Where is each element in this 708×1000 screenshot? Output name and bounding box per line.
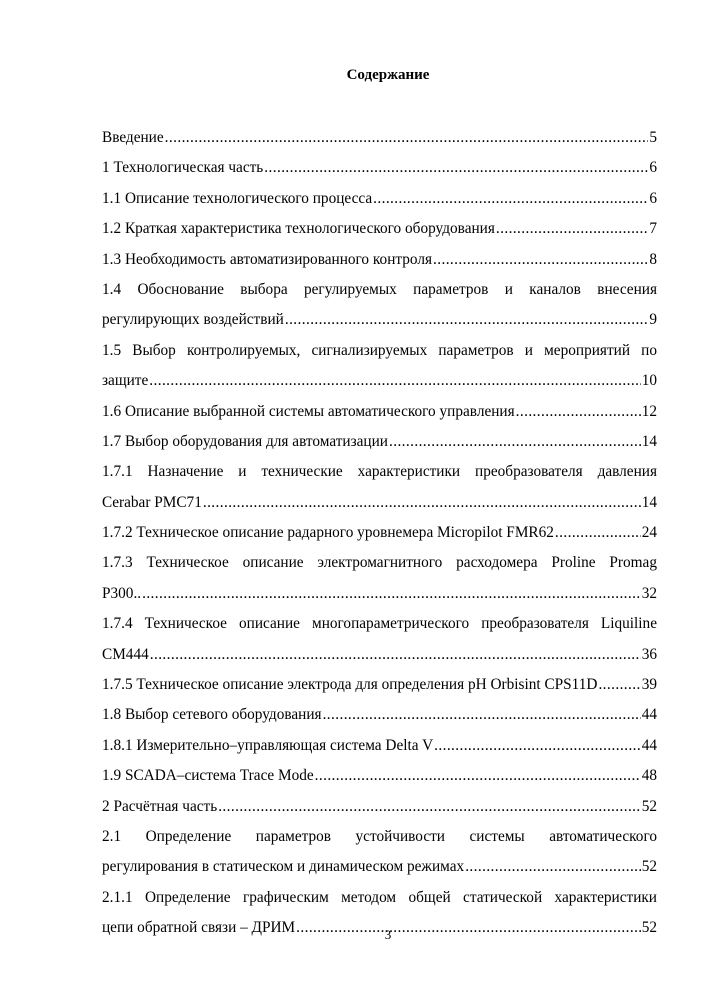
toc-entry-line bbox=[102, 640, 657, 670]
toc-entry-title: 1.7.5 Техническое описание электрода для определения pH Orbisint CPS11D bbox=[102, 676, 598, 694]
dot-leader bbox=[203, 488, 641, 518]
toc-page-number: 48 bbox=[641, 767, 657, 785]
toc-entry[interactable] bbox=[102, 822, 657, 883]
toc-entry-line bbox=[102, 305, 657, 335]
toc-entry-line bbox=[102, 670, 657, 700]
toc-entry[interactable] bbox=[102, 427, 657, 457]
toc-page-number: 52 bbox=[641, 858, 657, 876]
toc-entry[interactable] bbox=[102, 245, 657, 275]
toc-page-number: 5 bbox=[649, 129, 657, 146]
toc-page-number: 6 bbox=[649, 159, 657, 177]
toc-entry[interactable] bbox=[102, 548, 657, 609]
toc-entry-line bbox=[102, 579, 657, 609]
toc-entry-line bbox=[102, 153, 657, 183]
toc-entry[interactable] bbox=[102, 731, 657, 761]
toc-page-number: 52 bbox=[641, 797, 657, 815]
dot-leader bbox=[389, 427, 641, 457]
toc-page-number: 24 bbox=[641, 524, 657, 542]
dot-leader bbox=[555, 518, 641, 548]
dot-leader bbox=[165, 123, 649, 153]
toc-entry-title: 1.8.1 Измерительно–управляющая система Delta V bbox=[102, 736, 434, 754]
toc-entry-line bbox=[102, 184, 657, 214]
dot-leader bbox=[516, 397, 641, 427]
toc-entry[interactable] bbox=[102, 700, 657, 730]
toc-entry-title: P300.. bbox=[102, 584, 142, 602]
toc-entry[interactable] bbox=[102, 275, 657, 336]
dot-leader bbox=[465, 852, 641, 882]
toc-entry[interactable] bbox=[102, 336, 657, 397]
toc-entry-title: CM444 bbox=[102, 645, 149, 663]
dot-leader bbox=[315, 761, 641, 791]
toc-entry-line bbox=[102, 123, 657, 153]
dot-leader bbox=[218, 792, 641, 822]
toc-entry-title: 1.8 Выбор сетевого оборудования bbox=[102, 706, 322, 724]
toc-entry-line bbox=[102, 518, 657, 548]
toc-entry[interactable] bbox=[102, 153, 657, 183]
toc-entry-title: 1 Технологическая часть bbox=[102, 159, 264, 177]
toc-entry-title-line: 2.1 Определение параметров устойчивости системы автоматического bbox=[102, 827, 657, 845]
toc-page-number: 9 bbox=[649, 311, 657, 329]
toc-entry[interactable] bbox=[102, 792, 657, 822]
dot-leader bbox=[285, 305, 649, 335]
toc-entry-line bbox=[102, 488, 657, 518]
toc-entry-title-line: 1.7.3 Техническое описание электромагнитного расходомера Proline Promag bbox=[102, 554, 657, 572]
toc-entry-title: 1.6 Описание выбранной системы автоматического управления bbox=[102, 402, 515, 420]
toc-entry-title: регулирующих воздействий bbox=[102, 311, 284, 329]
toc-entry-title: 1.7.2 Техническое описание радарного уровнемера Micropilot FMR62 bbox=[102, 524, 554, 542]
toc-entry-title: цепи обратной связи – ДРИМ bbox=[102, 919, 296, 937]
toc-entry[interactable] bbox=[102, 670, 657, 700]
toc-entry-title-line: 1.7.4 Техническое описание многопараметрического преобразователя Liquiline bbox=[102, 615, 657, 633]
toc-entry-line bbox=[102, 366, 657, 396]
toc-entry-line bbox=[102, 245, 657, 275]
dot-leader bbox=[373, 184, 648, 214]
toc-entry[interactable] bbox=[102, 761, 657, 791]
toc-entry-line bbox=[102, 731, 657, 761]
toc-page-number: 44 bbox=[641, 736, 657, 754]
table-of-contents bbox=[102, 123, 657, 944]
toc-entry-title: 1.1 Описание технологического процесса bbox=[102, 189, 373, 207]
toc-page-number: 8 bbox=[649, 250, 657, 268]
dot-leader bbox=[496, 214, 648, 244]
toc-entry-title: Cerabar PMC71 bbox=[102, 493, 202, 511]
toc-entry-title: 2 Расчётная часть bbox=[102, 797, 218, 815]
toc-page-number: 10 bbox=[641, 372, 657, 390]
toc-entry[interactable] bbox=[102, 184, 657, 214]
toc-page-number: 52 bbox=[641, 919, 657, 937]
toc-page-number: 44 bbox=[641, 706, 657, 724]
toc-entry-title: 1.9 SCADA–система Trace Mode bbox=[102, 767, 314, 785]
dot-leader bbox=[150, 640, 641, 670]
toc-page-number: 32 bbox=[641, 584, 657, 602]
toc-page-number: 36 bbox=[641, 645, 657, 663]
page-number: 3 bbox=[384, 927, 392, 942]
toc-page-number: 12 bbox=[641, 402, 657, 420]
dot-leader bbox=[142, 579, 641, 609]
toc-page-number: 7 bbox=[649, 220, 657, 238]
toc-entry[interactable] bbox=[102, 214, 657, 244]
toc-entry[interactable] bbox=[102, 518, 657, 548]
toc-entry-title: Введение bbox=[102, 129, 164, 146]
toc-entry-title: 1.2 Краткая характеристика технологического оборудования bbox=[102, 220, 495, 238]
page-title: Содержание bbox=[346, 67, 430, 83]
dot-leader bbox=[323, 700, 641, 730]
toc-entry-title-line: 1.5 Выбор контролируемых, сигнализируемых параметров и мероприятий по bbox=[102, 341, 657, 359]
toc-entry[interactable] bbox=[102, 457, 657, 518]
toc-entry-title: 1.7 Выбор оборудования для автоматизации bbox=[102, 432, 388, 450]
dot-leader bbox=[264, 153, 648, 183]
toc-entry-title: 1.3 Необходимость автоматизированного контроля bbox=[102, 250, 433, 268]
toc-entry[interactable] bbox=[102, 609, 657, 670]
toc-entry[interactable] bbox=[102, 397, 657, 427]
toc-entry-title-line: 1.7.1 Назначение и технические характеристики преобразователя давления bbox=[102, 463, 657, 481]
toc-entry-line bbox=[102, 761, 657, 791]
toc-entry-line bbox=[102, 792, 657, 822]
toc-entry-line bbox=[102, 214, 657, 244]
toc-page-number: 14 bbox=[641, 432, 657, 450]
toc-entry-line bbox=[102, 700, 657, 730]
toc-entry[interactable] bbox=[102, 123, 657, 153]
toc-entry-line bbox=[102, 852, 657, 882]
toc-entry-title-line: 1.4 Обоснование выбора регулируемых параметров и каналов внесения bbox=[102, 280, 657, 298]
dot-leader bbox=[598, 670, 640, 700]
toc-page-number: 14 bbox=[641, 493, 657, 511]
dot-leader bbox=[434, 731, 641, 761]
toc-entry-line bbox=[102, 397, 657, 427]
toc-page-number: 39 bbox=[641, 676, 657, 694]
toc-entry-title: регулирования в статическом и динамическом режимах bbox=[102, 858, 465, 876]
toc-page-number: 6 bbox=[649, 189, 657, 207]
toc-entry-title: защите bbox=[102, 372, 149, 390]
dot-leader bbox=[433, 245, 648, 275]
dot-leader bbox=[149, 366, 640, 396]
toc-entry-title-line: 2.1.1 Определение графическим методом общей статической характеристики bbox=[102, 888, 657, 906]
toc-entry-line bbox=[102, 427, 657, 457]
